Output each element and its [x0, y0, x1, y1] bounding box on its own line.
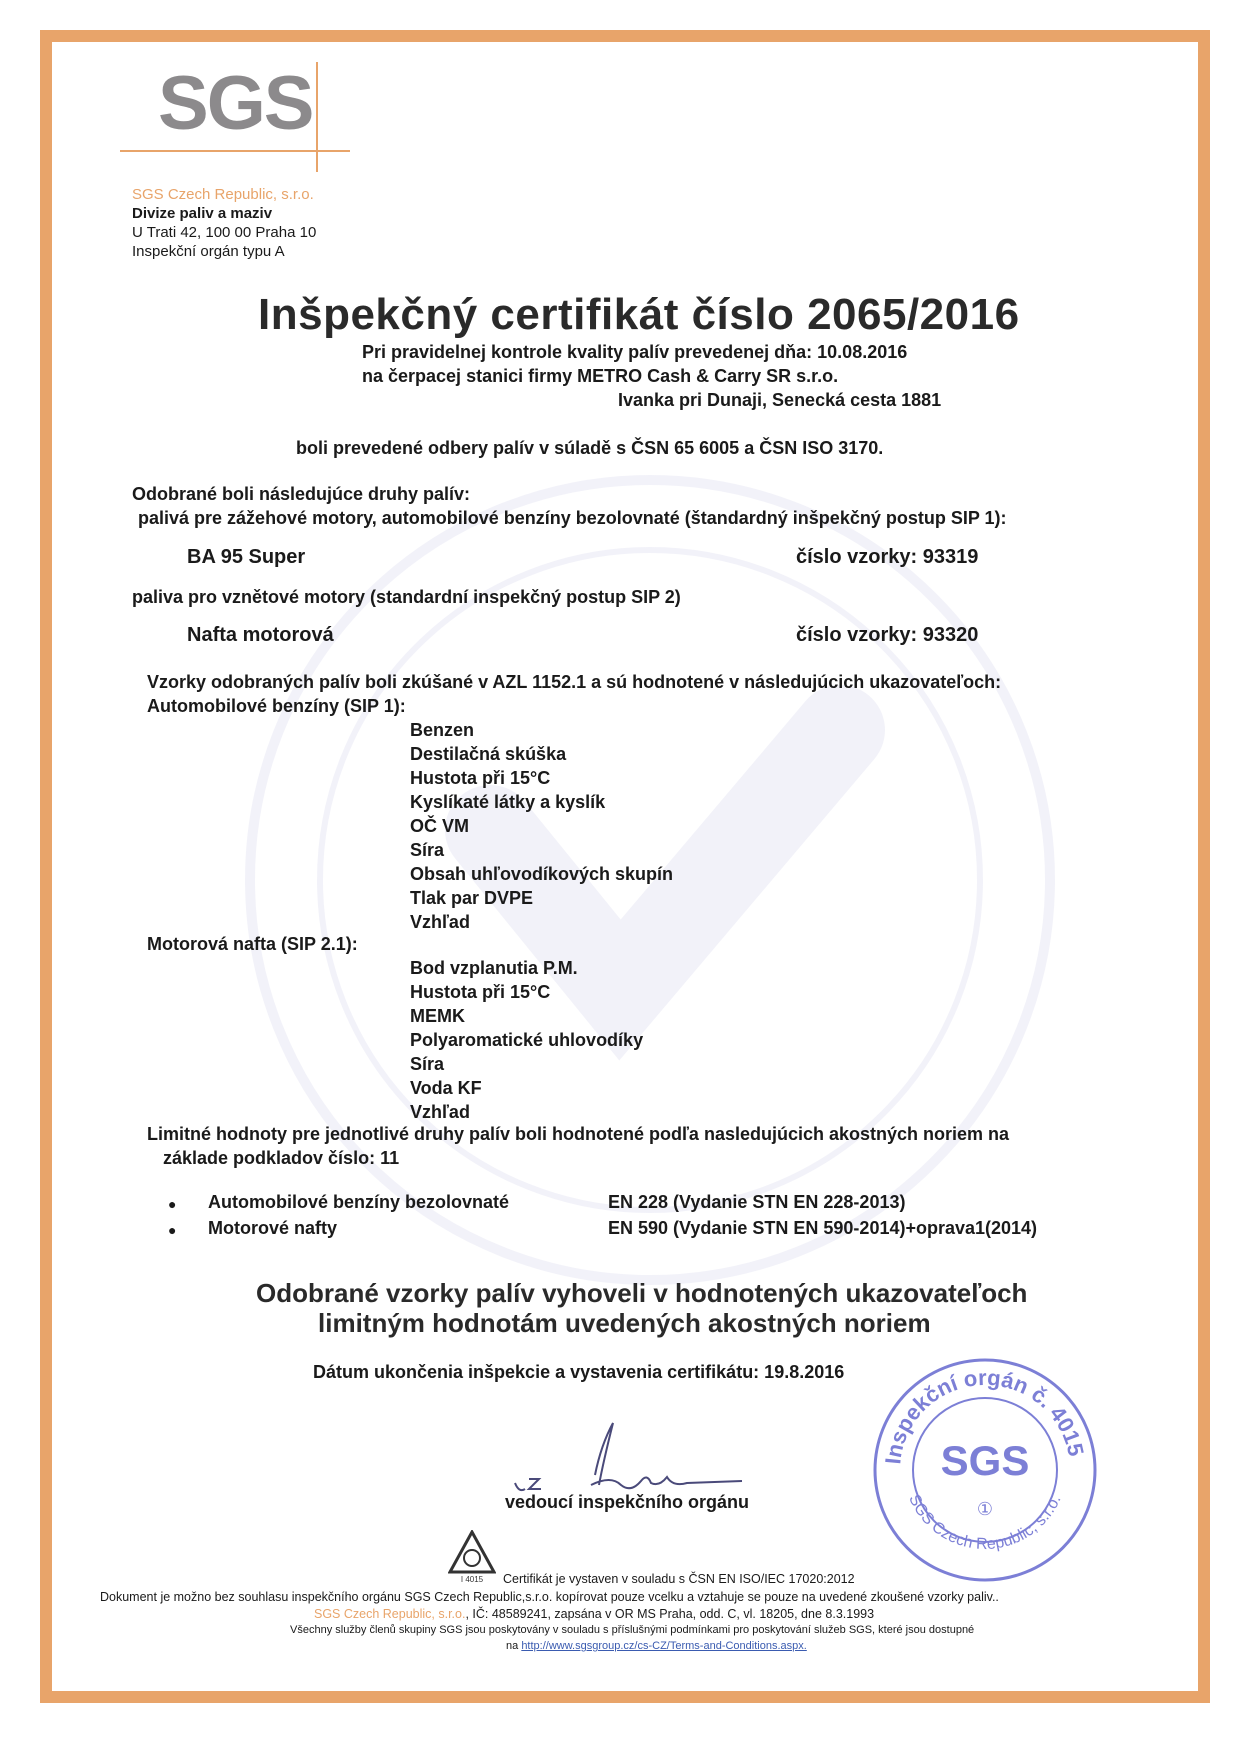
- logo-text: SGS: [158, 61, 313, 146]
- diesel-sample-number: číslo vzorky: 93320: [796, 624, 979, 646]
- petrol-name: BA 95 Super: [187, 546, 306, 568]
- address: U Trati 42, 100 00 Praha 10: [132, 224, 317, 241]
- diesel-test-item: Hustota při 15°C: [410, 982, 551, 1002]
- terms-link[interactable]: http://www.sgsgroup.cz/cs-CZ/Terms-and-Conditions.aspx.: [521, 1640, 807, 1652]
- footer-line-4: Všechny služby členů skupiny SGS jsou poskytovány v souladu s příslušnými podmínkami pro poskytování služeb SGS, které jsou dostupné: [290, 1624, 975, 1636]
- svg-text:Inspekční orgán č. 4015: Inspekční orgán č. 4015: [880, 1364, 1089, 1466]
- official-stamp: [870, 1355, 1100, 1585]
- inspection-body-type: Inspekční orgán typu A: [132, 243, 285, 260]
- limit-row-name: Automobilové benzíny bezolovnaté: [208, 1192, 510, 1212]
- accreditation-logo: [448, 1530, 496, 1584]
- limit-row-name: Motorové nafty: [208, 1218, 338, 1238]
- footer-line-2: Dokument je možno bez souhlasu inspekčního orgánu SGS Czech Republic,s.r.o. kopírovat pouze vcelku a vztahuje se pouze na uvedené zkoušené vzorky paliv..: [100, 1590, 999, 1604]
- petrol-test-item: OČ VM: [410, 816, 470, 836]
- petrol-test-item: Benzen: [410, 720, 475, 740]
- footer-registration: , IČ: 48589241, zapsána v OR MS Praha, odd. C, vl. 18205, dne 8.3.1993: [465, 1607, 875, 1621]
- footer-line-5: [506, 1640, 807, 1652]
- footer-line-1: Certifikát je vystaven v souladu s ČSN EN ISO/IEC 17020:2012: [503, 1572, 855, 1586]
- petrol-test-item: Tlak par DVPE: [410, 888, 534, 908]
- petrol-sample-number: číslo vzorky: 93319: [796, 546, 979, 568]
- company-name: SGS Czech Republic, s.r.o.: [132, 186, 314, 203]
- sgs-logo: [120, 58, 350, 178]
- petrol-test-item: Síra: [410, 840, 445, 860]
- svg-text:SGS Czech Republic, s.r.o.: SGS Czech Republic, s.r.o.: [905, 1492, 1065, 1554]
- footer-link-prefix: na: [506, 1640, 519, 1652]
- signature-caption: vedoucí inspekčního orgánu: [505, 1492, 750, 1512]
- division: Divize paliv a maziv: [132, 205, 273, 222]
- svg-text:I 4015: I 4015: [460, 1575, 484, 1584]
- bullet-icon: ●: [168, 1222, 177, 1238]
- petrol-tests-label: Automobilové benzíny (SIP 1):: [147, 696, 406, 716]
- diesel-name: Nafta motorová: [187, 624, 334, 646]
- petrol-test-item: Destilačná skúška: [410, 744, 567, 764]
- tests-heading: Vzorky odobraných palív boli zkúšané v AZL 1152.1 a sú hodnotené v následujúcich ukazovateľoch:: [147, 672, 1002, 692]
- petrol-heading: palivá pre zážehové motory, automobilové benzíny bezolovnaté (štandardný inšpekčný postup SIP 1):: [138, 508, 1007, 528]
- diesel-test-item: Voda KF: [410, 1078, 482, 1098]
- page-title: Inšpekčný certifikát číslo 2065/2016: [258, 290, 1020, 339]
- intro-line-3: Ivanka pri Dunaji, Senecká cesta 1881: [618, 390, 942, 410]
- footer-line-3: [314, 1607, 874, 1621]
- limit-row-norm: EN 590 (Vydanie STN EN 590-2014)+oprava1(2014): [608, 1218, 1038, 1238]
- diesel-test-item: Vzhľad: [410, 1102, 470, 1122]
- diesel-tests-label: Motorová nafta (SIP 2.1):: [147, 934, 358, 954]
- diesel-test-item: Síra: [410, 1054, 445, 1074]
- footer-company: SGS Czech Republic, s.r.o.: [314, 1607, 466, 1621]
- diesel-heading: paliva pro vznětové motory (standardní inspekčný postup SIP 2): [132, 587, 681, 607]
- petrol-test-item: Kyslíkaté látky a kyslík: [410, 792, 606, 812]
- date-line: Dátum ukončenia inšpekcie a vystavenia certifikátu: 19.8.2016: [313, 1362, 845, 1382]
- svg-text:SGS: SGS: [940, 1437, 1030, 1484]
- intro-line-2: na čerpacej stanici firmy METRO Cash & Carry SR s.r.o.: [362, 366, 839, 386]
- limits-line-2: základe podkladov číslo: 11: [163, 1148, 400, 1168]
- petrol-test-item: Vzhľad: [410, 912, 470, 932]
- samples-heading: Odobrané boli následujúce druhy palív:: [132, 484, 471, 504]
- logo-rule-vertical: [316, 62, 318, 172]
- conclusion-line-1: Odobrané vzorky palív vyhoveli v hodnotených ukazovateľoch: [256, 1278, 1028, 1308]
- limit-row-norm: EN 228 (Vydanie STN EN 228-2013): [608, 1192, 906, 1212]
- conclusion-line-2: limitným hodnotám uvedených akostných noriem: [318, 1308, 931, 1338]
- svg-text:①: ①: [976, 1499, 994, 1520]
- intro-line-1: Pri pravidelnej kontrole kvality palív prevedenej dňa: 10.08.2016: [362, 342, 908, 362]
- petrol-test-item: Hustota při 15°C: [410, 768, 551, 788]
- diesel-test-item: Bod vzplanutia P.M.: [410, 958, 578, 978]
- diesel-test-item: Polyaromatické uhlovodíky: [410, 1030, 644, 1050]
- bullet-icon: ●: [168, 1196, 177, 1212]
- diesel-test-item: MEMK: [410, 1006, 465, 1026]
- limits-line-1: Limitné hodnoty pre jednotlivé druhy palív boli hodnotené podľa nasledujúcich akostných noriem na: [147, 1124, 1010, 1144]
- intro-line-4: boli prevedené odbery palív v súladě s ČSN 65 6005 a ČSN ISO 3170.: [296, 438, 884, 458]
- petrol-test-item: Obsah uhľovodíkových skupín: [410, 864, 673, 884]
